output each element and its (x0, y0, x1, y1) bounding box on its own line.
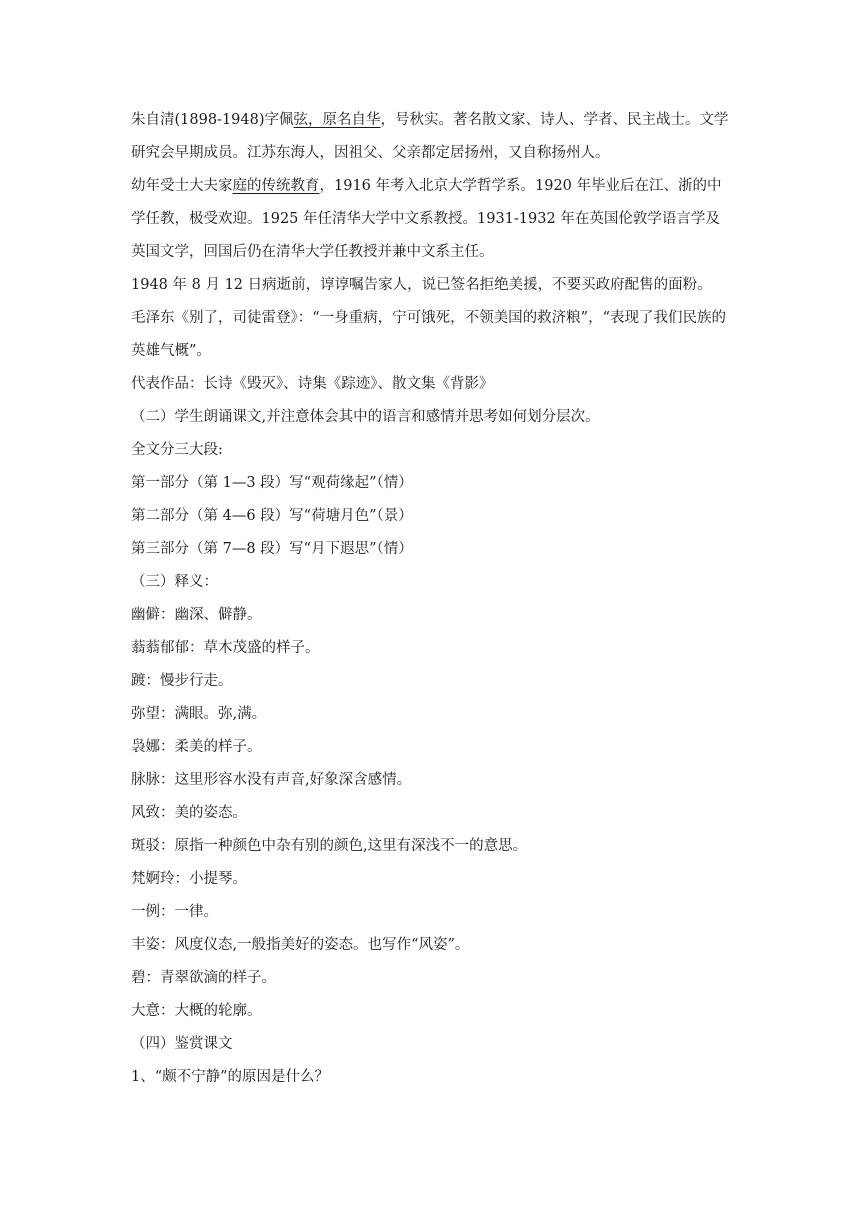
definition-line: 梵婀玲：小提琴。 (131, 871, 247, 887)
definition-line: 袅娜：柔美的样子。 (131, 739, 262, 755)
definition-line: 弥望：满眼。弥,满。 (131, 706, 267, 722)
definition-line: 风致：美的姿态。 (131, 805, 247, 821)
section-heading: （四）鉴赏课文 (131, 1036, 233, 1052)
bio-paragraph-1 (131, 104, 731, 170)
question-line: 1、“颇不宁静”的原因是什么？ (131, 1069, 330, 1085)
section-line: 全文分三大段: (131, 442, 223, 458)
section-line: 第二部分（第 4—6 段）写“荷塘月色”（景） (131, 508, 413, 524)
definition-line: 斑驳：原指一种颜色中杂有别的颜色,这里有深浅不一的意思。 (131, 838, 528, 854)
definition-line: 蓊蓊郁郁：草木茂盛的样子。 (131, 640, 320, 656)
definition-line: 踱：慢步行走。 (131, 673, 233, 689)
document-body (131, 104, 731, 1094)
bio-paragraph-2 (131, 170, 731, 269)
section-line: 第三部分（第 7—8 段）写“月下遐思”（情） (131, 541, 413, 557)
bio-paragraph-3: 1948 年 8 月 12 日病逝前，谆谆嘱告家人，说已签名拒绝美援，不要买政府配售的面粉。 (131, 277, 712, 293)
underlined-education-text: 庭的传统教育 (232, 178, 320, 194)
definition-line: 脉脉：这里形容水没有声音,好象深含感情。 (131, 772, 412, 788)
bio-paragraph-4: 毛泽东《别了，司徒雷登》：“一身重病，宁可饿死，不领美国的救济粮”，“表现了我们民族的英雄气概”。 (131, 310, 726, 359)
definition-line: 大意：大概的轮廓。 (131, 1003, 262, 1019)
underlined-name-text: 弦，原名自华 (293, 112, 381, 128)
bio-text: ，1916 年考入北京大学哲学系。1920 年毕业后在江、浙的中学任教，极受欢迎。1925 年任清华大学中文系教授。1931-1932 年在英国伦敦学语言学及英国文学，回国后仍在清华大学任教授并兼中文系主任。 (131, 178, 722, 260)
section-line: （二）学生朗诵课文,并注意体会其中的语言和感情并思考如何划分层次。 (131, 409, 600, 425)
bio-text: 幼年受士大夫家 (131, 178, 233, 194)
definition-line: 幽僻：幽深、僻静。 (131, 607, 262, 623)
section-line: 第一部分（第 1—3 段）写“观荷缘起”（情） (131, 475, 413, 491)
definition-line: 一例：一律。 (131, 904, 218, 920)
bio-text: 朱自清(1898-1948)字佩 (131, 112, 294, 128)
definition-line: 丰姿：风度仪态,一般指美好的姿态。也写作“风姿”。 (131, 937, 470, 953)
section-line: （三）释义： (131, 574, 218, 590)
definition-line: 碧：青翠欲滴的样子。 (131, 970, 276, 986)
bio-paragraph-5: 代表作品：长诗《毁灭》、诗集《踪迹》、散文集《背影》 (131, 376, 494, 392)
bio-text: ，号秋实。著名散文家、诗人、学者、民主战士。文学研究会早期成员。江苏东海人，因祖父、父亲都定居扬州，又自称扬州人。 (131, 112, 729, 161)
